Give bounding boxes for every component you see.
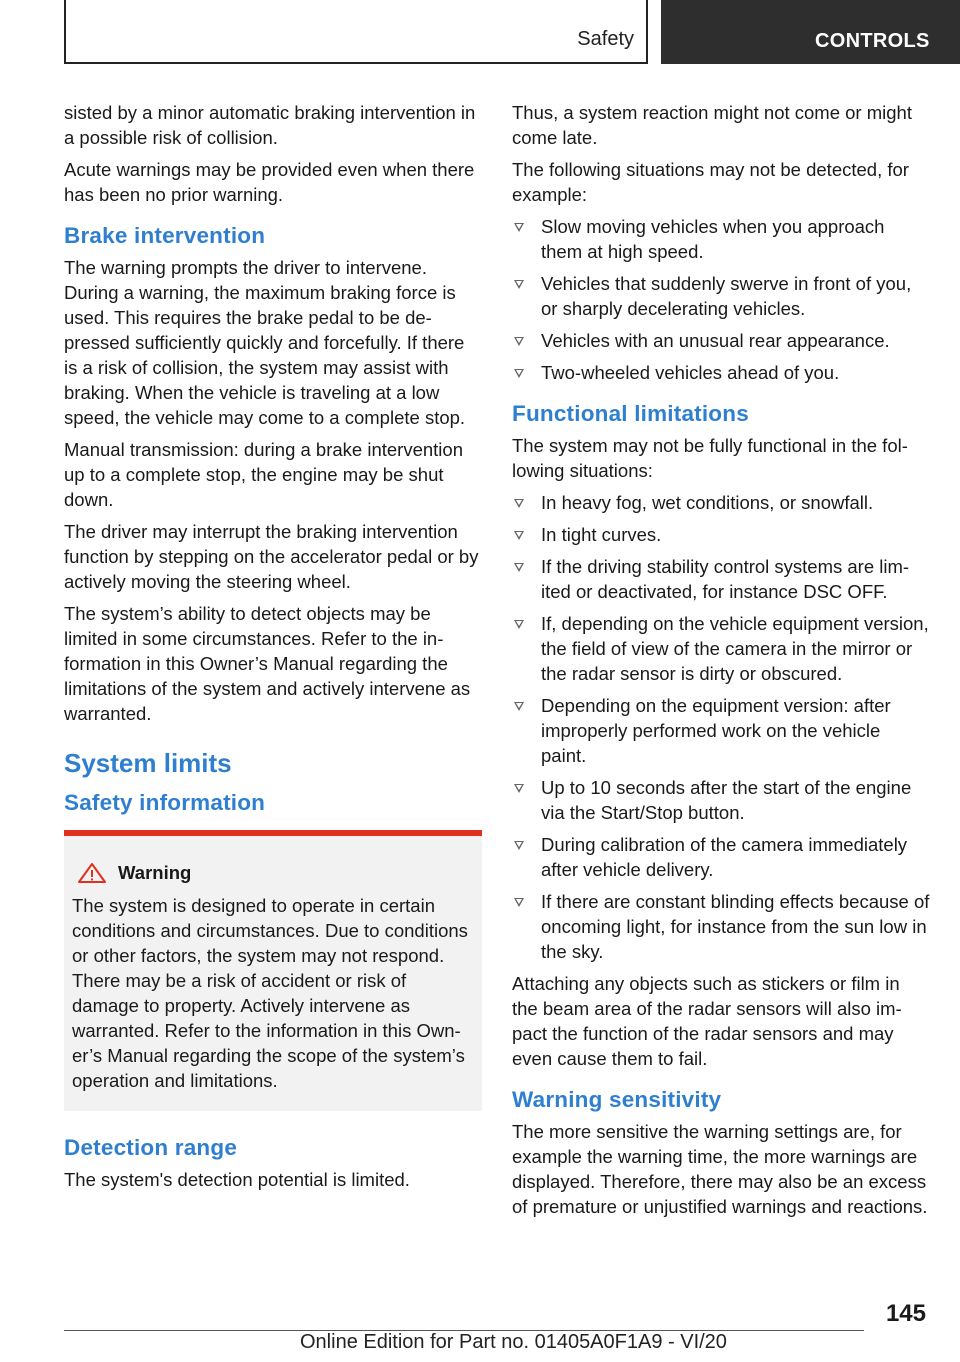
paragraph: The driver may interrupt the braking intervention function by stepping on the accelerator pedal or by actively moving the steering wheel. (64, 521, 479, 592)
paragraph: The more sensitive the warning settings are, for example the warning time, the more warnings are displayed. Therefore, there may also be an excess of premature or unjustified warnings and reactions. (512, 1121, 928, 1217)
heading-detection-range: Detection range (64, 1135, 238, 1160)
right-column (512, 100, 930, 1226)
bullet-triangle-icon (514, 898, 524, 907)
paragraph: Manual transmission: during a brake intervention up to a complete stop, the engine may be shut down. (64, 439, 463, 510)
bullet-triangle-icon (514, 563, 524, 572)
page-number: 145 (885, 1300, 926, 1327)
paragraph: Attaching any objects such as stickers or film in the beam area of the radar sensors will also impact the function of the radar sensors and may even cause them to fail. (512, 973, 902, 1069)
list-item: Two-wheeled vehicles ahead of you. (512, 360, 930, 385)
heading-warning-sensitivity: Warning sensitivity (512, 1087, 722, 1112)
paragraph: The following situations may not be detected, for example: (512, 159, 909, 205)
heading-functional-limitations: Functional limitations (512, 401, 749, 426)
list-item: If, depending on the vehicle equipment version, the field of view of the camera in the mirror or the radar sensor is dirty or obscured. (512, 611, 930, 686)
bullet-triangle-icon (514, 280, 524, 289)
heading-brake-intervention: Brake intervention (64, 223, 266, 248)
heading-system-limits: System limits (64, 748, 232, 778)
bullet-triangle-icon (514, 499, 524, 508)
heading-safety-information: Safety information (64, 790, 266, 815)
bullet-triangle-icon (514, 223, 524, 232)
paragraph: The warning prompts the driver to intervene. During a warning, the maximum braking force is used. This requires the brake pedal to be depressed sufficiently quickly and forcefully. If there is a risk of collision, the system may assist with braking. When the vehicle is traveling at a low speed, the vehicle may come to a complete stop. (64, 257, 466, 428)
bullet-triangle-icon (514, 620, 524, 629)
list-item: Slow moving vehicles when you approach them at high speed. (512, 214, 930, 264)
warning-box (64, 830, 482, 1111)
chapter-tab: CONTROLS (661, 0, 960, 64)
undetected-situations-list (512, 214, 930, 385)
bullet-triangle-icon (514, 702, 524, 711)
paragraph: Thus, a system reaction might not come or might come late. (512, 102, 912, 148)
bullet-triangle-icon (514, 531, 524, 540)
list-item: Up to 10 seconds after the start of the engine via the Start/Stop button. (512, 775, 930, 825)
paragraph: Acute warnings may be provided even when there has been no prior warning. (64, 159, 475, 205)
list-item: Vehicles that suddenly swerve in front of you, or sharply decelerating vehicles. (512, 271, 930, 321)
list-item: If the driving stability control systems are limited or deactivated, for instance DSC OFF. (512, 554, 930, 604)
paragraph: The system's detection potential is limited. (64, 1169, 410, 1190)
section-tab (64, 0, 648, 64)
warning-title: Warning (118, 862, 192, 883)
left-column (64, 100, 482, 1199)
list-item: Vehicles with an unusual rear appearance. (512, 328, 930, 353)
list-item: In tight curves. (512, 522, 930, 547)
section-title: Safety (577, 28, 634, 50)
bullet-triangle-icon (514, 337, 524, 346)
list-item: During calibration of the camera immediately after vehicle delivery. (512, 832, 930, 882)
list-item: Depending on the equipment version: after improperly performed work on the vehicle paint. (512, 693, 930, 768)
warning-text: The system is designed to operate in certain conditions and circumstances. Due to conditions or other factors, the system may not respond. There may be a risk of accident or risk of damage to property. Actively intervene as warranted. Refer to the information in this Owner’s Manual regarding the scope of the system’s operation and limitations. (72, 895, 468, 1091)
edition-footer: Online Edition for Part no. 01405A0F1A9 - VI/20 (300, 1331, 727, 1353)
bullet-triangle-icon (514, 369, 524, 378)
page-header (0, 0, 960, 66)
warning-header (72, 860, 474, 885)
warning-triangle-icon (78, 863, 106, 883)
bullet-triangle-icon (514, 784, 524, 793)
bullet-triangle-icon (514, 841, 524, 850)
list-item: In heavy fog, wet conditions, or snowfall. (512, 490, 930, 515)
list-item: If there are constant blinding effects because of oncoming light, for instance from the sun low in the sky. (512, 889, 930, 964)
paragraph: sisted by a minor automatic braking intervention in a possible risk of collision. (64, 102, 476, 148)
limitations-list (512, 490, 930, 964)
paragraph: The system may not be fully functional in the following situations: (512, 435, 908, 481)
paragraph: The system’s ability to detect objects may be limited in some circumstances. Refer to the information in this Owner’s Manual regarding the limitations of the system and actively intervene as warranted. (64, 603, 471, 724)
